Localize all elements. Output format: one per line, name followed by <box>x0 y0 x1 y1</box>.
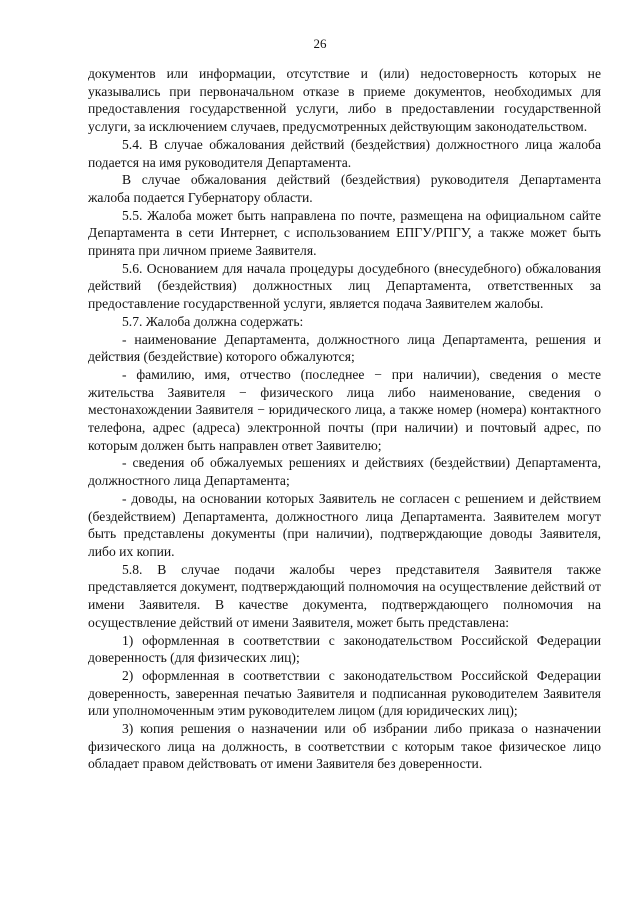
list-item-decisions: - сведения об обжалуемых решениях и действиях (бездействии) Департамента, должностного лица Департамента; <box>88 455 601 489</box>
paragraph-5-8: 5.8. В случае подачи жалобы через представителя Заявителя также представляется документ, подтверждающий полномочия на осуществление действий от имени Заявителя. В качестве документа, подтверждающего полномочия на осуществление действий от имени Заявителя, может быть представлена: <box>88 561 601 630</box>
list-item-1: 1) оформленная в соответствии с законодательством Российской Федерации доверенность (для физических лиц); <box>88 632 601 666</box>
list-item-arguments: - доводы, на основании которых Заявитель не согласен с решением и действием (бездействием) Департамента, должностного лица Департамента. Заявителем могут быть представлены документы (при наличии), подтверждающие доводы Заявителя, либо их копии. <box>88 490 601 559</box>
paragraph-5-4-head: В случае обжалования действий (бездействия) руководителя Департамента жалоба подается Губернатору области. <box>88 172 601 205</box>
list-item-applicant-info: - фамилию, имя, отчество (последнее − при наличии), сведения о месте жительства Заявителя − физического лица либо наименование, сведения о местонахождении Заявителя − юридического лица, а также номер (номера) контактного телефона, адрес (адреса) электронной почты (при наличии) и почтовый адрес, по которым должен быть направлен ответ Заявителю; <box>88 366 601 453</box>
list-item-name: - наименование Департамента, должностного лица Департамента, решения и действия (бездействие) которого обжалуются; <box>88 331 601 365</box>
page-number: 26 <box>313 36 327 51</box>
paragraph-continuation: документов или информации, отсутствие и (или) недостоверность которых не указывались при первоначальном отказе в приеме документов, необходимых для предоставления государственной услуги, либо в предоставлении государственной услуги, за исключением случаев, предусмотренных действующим законодательством. <box>88 66 601 135</box>
list-item-3: 3) копия решения о назначении или об избрании либо приказа о назначении физического лица на должность, в соответствии с которым такое физическое лицо обладает правом действовать от имени Заявителя без доверенности. <box>88 721 601 772</box>
paragraph-5-6: 5.6. Основанием для начала процедуры досудебного (внесудебного) обжалования действий (бездействия) должностных лиц Департамента, ответственных за предоставление государственной услуги, является подача Заявителем жалобы. <box>88 260 601 312</box>
paragraph-5-4: 5.4. В случае обжалования действий (бездействия) должностного лица жалоба подается на имя руководителя Департамента. <box>88 136 601 170</box>
list-item-2: 2) оформленная в соответствии с законодательством Российской Федерации доверенность, заверенная печатью Заявителя и подписанная руководителем Заявителя или уполномоченным этим руководителем лицом (для юридических лиц); <box>88 667 601 719</box>
document-body <box>88 65 601 773</box>
paragraph-5-5: 5.5. Жалоба может быть направлена по почте, размещена на официальном сайте Департамента в сети Интернет, с использованием ЕПГУ/РПГУ, а также может быть принята при личном приеме Заявителя. <box>88 207 601 259</box>
paragraph-5-7: 5.7. Жалоба должна содержать: <box>122 313 304 329</box>
